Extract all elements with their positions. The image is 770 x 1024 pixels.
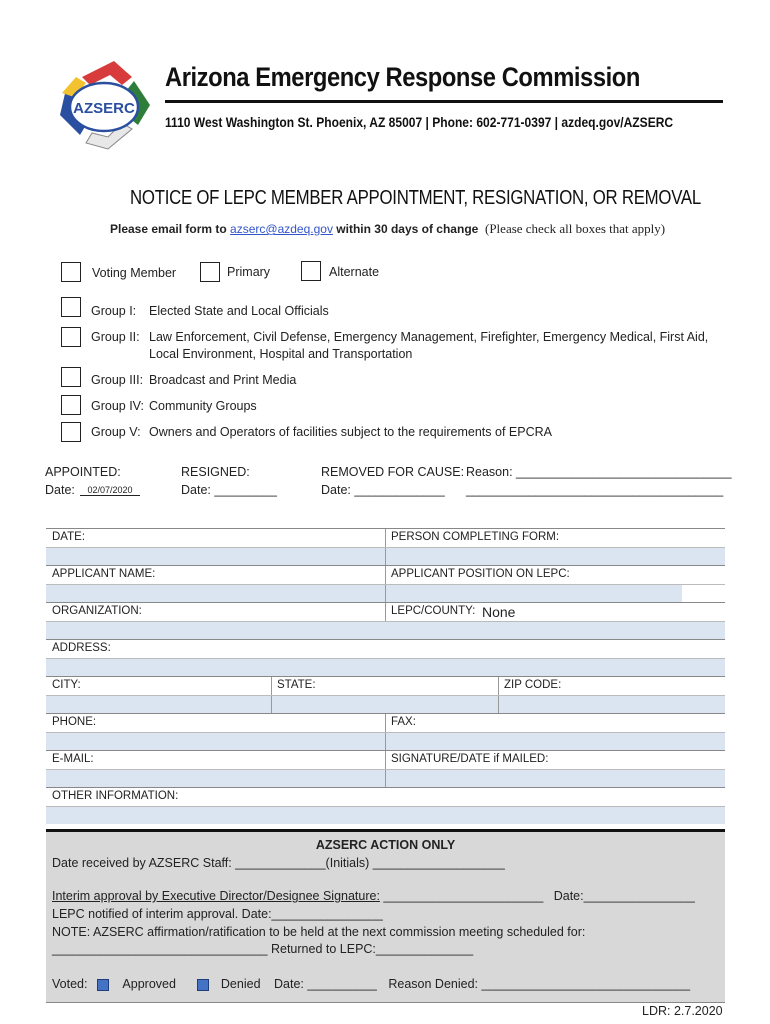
interim-sig-label: Interim approval by Executive Director/Designee Signature: <box>52 889 380 903</box>
note-text: NOTE: AZSERC affirmation/ratification to be held at the next commission meeting scheduled for: <box>52 925 586 939</box>
email-link[interactable]: azserc@azdeq.gov <box>230 222 333 236</box>
zip-input[interactable] <box>499 696 725 713</box>
interim-date-field[interactable]: Date:________________ <box>553 889 695 903</box>
azserc-logo <box>52 55 160 155</box>
row-city <box>46 676 725 695</box>
person-completing-label: PERSON COMPLETING FORM: <box>391 531 560 543</box>
date-input[interactable] <box>46 548 385 565</box>
alternate-label: Alternate <box>329 265 380 279</box>
group-2-checkbox[interactable] <box>61 327 81 347</box>
organization-input[interactable] <box>46 622 725 639</box>
row-other <box>46 787 725 806</box>
lepc-county-label: LEPC/COUNTY: <box>391 605 476 617</box>
instr-suffix: within 30 days of change <box>332 222 479 236</box>
group-3-label: Group III: <box>91 373 144 387</box>
city-label: CITY: <box>52 679 81 691</box>
row-email-fill <box>46 769 725 787</box>
date-label: DATE: <box>52 531 86 543</box>
person-completing-input[interactable] <box>386 548 725 565</box>
title-rule <box>165 100 723 103</box>
alternate-checkbox[interactable] <box>301 261 321 281</box>
interim-sig-field[interactable]: _______________________ <box>379 889 547 903</box>
applicant-position-label: APPLICANT POSITION ON LEPC: <box>391 568 570 580</box>
action-title: AZSERC ACTION ONLY <box>315 838 456 852</box>
instructions <box>110 221 665 237</box>
group-1-label: Group I: <box>91 304 137 318</box>
row-date-fill <box>46 547 725 565</box>
approved-checkbox[interactable] <box>97 979 109 991</box>
removed-label: REMOVED FOR CAUSE: <box>321 465 465 479</box>
row-applicant-fill <box>46 584 725 602</box>
group-5-desc: Owners and Operators of facilities subject to the requirements of EPCRA <box>149 425 552 439</box>
row-other-fill <box>46 806 725 824</box>
row-date <box>46 528 725 547</box>
group-5-checkbox[interactable] <box>61 422 81 442</box>
state-input[interactable] <box>272 696 498 713</box>
reason-denied-field[interactable]: Reason Denied: ______________________________ <box>388 977 691 991</box>
date-received-field[interactable]: Date received by AZSERC Staff: _____________(Initials) ___________________ <box>52 856 505 870</box>
phone-input[interactable] <box>46 733 385 750</box>
phone-label: PHONE: <box>52 716 97 728</box>
group-5-label: Group V: <box>91 425 141 439</box>
group-2-label: Group II: <box>91 330 140 344</box>
fax-input[interactable] <box>386 733 725 750</box>
address-label: ADDRESS: <box>52 642 111 654</box>
group-1-desc: Elected State and Local Officials <box>149 304 329 318</box>
row-applicant <box>46 565 725 584</box>
row-address-fill <box>46 658 725 676</box>
applicant-name-label: APPLICANT NAME: <box>52 568 156 580</box>
voting-member-checkbox[interactable] <box>61 262 81 282</box>
group-4-desc: Community Groups <box>149 399 257 413</box>
city-input[interactable] <box>46 696 271 713</box>
organization-label: ORGANIZATION: <box>52 605 142 617</box>
removed-date-field[interactable]: Date: _____________ <box>321 483 445 497</box>
ldr-footer: LDR: 2.7.2020 <box>642 1004 723 1018</box>
fax-label: FAX: <box>391 716 416 728</box>
primary-checkbox[interactable] <box>200 262 220 282</box>
signature-input[interactable] <box>386 770 725 787</box>
group-3-checkbox[interactable] <box>61 367 81 387</box>
form-title: NOTICE OF LEPC MEMBER APPOINTMENT, RESIGNATION, OR REMOVAL <box>130 187 701 209</box>
row-address <box>46 639 725 658</box>
email-label: E-MAIL: <box>52 753 94 765</box>
lepc-notified-field[interactable]: LEPC notified of interim approval. Date:________________ <box>52 907 383 921</box>
row-organization-fill <box>46 621 725 639</box>
reason-line-2[interactable]: _____________________________________ <box>466 483 724 497</box>
appointed-label: APPOINTED: <box>45 465 121 479</box>
row-city-fill <box>46 695 725 713</box>
group-1-checkbox[interactable] <box>61 297 81 317</box>
row-organization <box>46 602 725 621</box>
signature-label: SIGNATURE/DATE if MAILED: <box>391 753 549 765</box>
applicant-form <box>46 528 725 824</box>
org-address: 1110 West Washington St. Phoenix, AZ 85007 | Phone: 602-771-0397 | azdeq.gov/AZSERC <box>165 114 674 130</box>
state-label: STATE: <box>277 679 316 691</box>
reason-field[interactable]: Reason: _______________________________ <box>466 465 732 479</box>
lepc-county-select[interactable]: None <box>480 603 684 621</box>
resigned-label: RESIGNED: <box>181 465 250 479</box>
instr-note: (Please check all boxes that apply) <box>485 221 666 236</box>
row-phone <box>46 713 725 732</box>
instr-prefix: Please email form to <box>110 222 231 236</box>
denied-checkbox[interactable] <box>197 979 209 991</box>
appointed-date-field[interactable]: 02/07/2020 <box>80 485 140 496</box>
vote-date-field[interactable]: Date: __________ <box>274 977 377 991</box>
applicant-name-input[interactable] <box>46 585 385 602</box>
org-name: Arizona Emergency Response Commission <box>165 62 640 92</box>
voted-label: Voted: <box>52 977 88 991</box>
group-4-checkbox[interactable] <box>61 395 81 415</box>
address-input[interactable] <box>46 659 725 676</box>
vote-row <box>52 977 690 991</box>
azserc-action-section <box>46 829 725 1003</box>
group-2-desc: Law Enforcement, Civil Defense, Emergency Management, Firefighter, Emergency Medical, First Aid, Local Environment, Hospital and Transportation <box>149 330 709 361</box>
group-3-desc: Broadcast and Print Media <box>149 373 297 387</box>
group-4-label: Group IV: <box>91 399 145 413</box>
approved-label: Approved <box>122 977 176 991</box>
email-input[interactable] <box>46 770 385 787</box>
row-email <box>46 750 725 769</box>
primary-label: Primary <box>227 265 271 279</box>
denied-label: Denied <box>220 977 261 991</box>
resigned-date-field[interactable]: Date: _________ <box>181 483 277 497</box>
appointed-date-label: Date: <box>45 483 75 497</box>
other-info-input[interactable] <box>46 807 725 824</box>
logo-text: AZSERC <box>73 100 135 117</box>
applicant-position-input[interactable] <box>386 585 681 602</box>
zip-label: ZIP CODE: <box>504 679 562 691</box>
interim-approval-row <box>52 889 695 903</box>
returned-field[interactable]: _______________________________ Returned to LEPC:______________ <box>52 942 474 956</box>
row-phone-fill <box>46 732 725 750</box>
other-info-label: OTHER INFORMATION: <box>52 790 179 802</box>
voting-member-label: Voting Member <box>92 266 177 280</box>
